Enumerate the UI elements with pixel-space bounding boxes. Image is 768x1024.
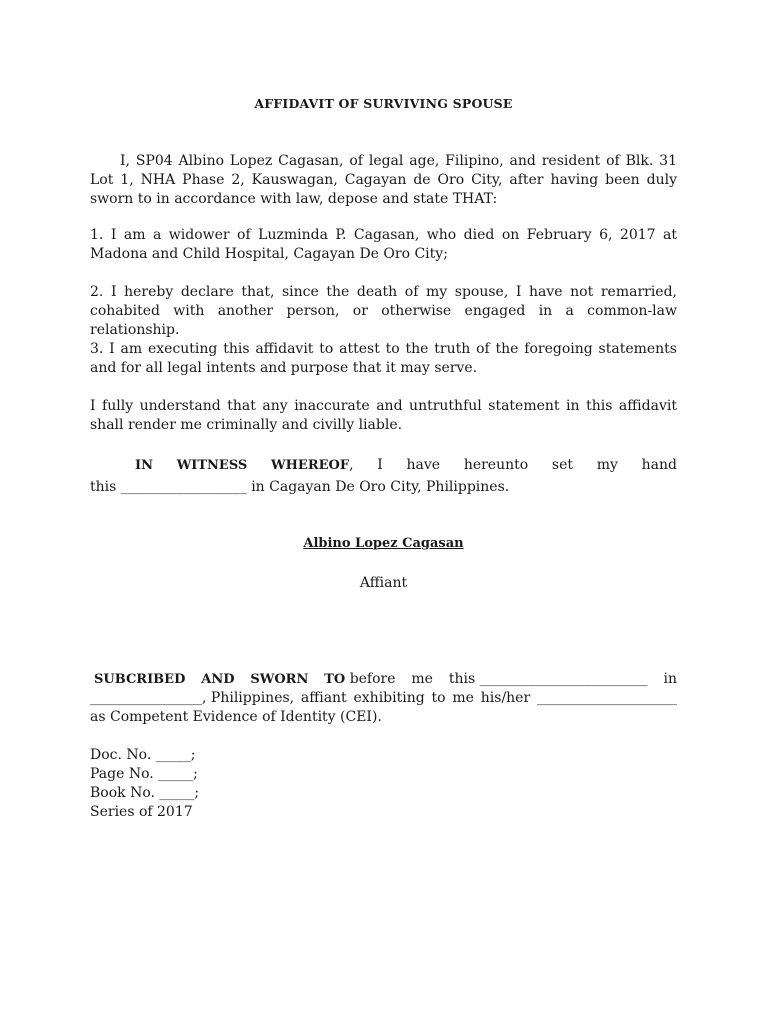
book-number: Book No. _____;	[90, 785, 200, 801]
witness-word-have: have	[406, 457, 441, 473]
jurat-word-subcribed: SUBCRIBED	[94, 672, 186, 687]
jurat-line-2	[90, 689, 677, 708]
affiant-name: Albino Lopez Cagasan	[303, 536, 464, 551]
witness-word-my: my	[596, 457, 618, 473]
jurat-word-his-her: his/her	[480, 690, 531, 706]
jurat-word-before: before	[349, 671, 396, 687]
jurat-id-blank: ____________________	[536, 690, 677, 706]
witness-clause-line-2: this __________________ in Cagayan De Oro City, Philippines.	[90, 479, 510, 495]
witness-clause-line-1	[90, 456, 677, 475]
statement-2: 2. I hereby declare that, since the death of my spouse, I have not remarried, cohabited with another person, or otherwise engaged in a common-law relationship.	[90, 284, 677, 338]
notarial-register	[90, 746, 199, 822]
jurat-word-and: AND	[201, 672, 235, 687]
doc-number: Doc. No. _____;	[90, 747, 196, 763]
witness-word-hereunto: hereunto	[463, 457, 529, 473]
statement-3: 3. I am executing this affidavit to attest to the truth of the foregoing statements and for all legal intents and purpose that it may serve.	[90, 341, 677, 376]
jurat-word-me: me	[411, 671, 433, 687]
liability-statement: I fully understand that any inaccurate and untruthful statement in this affidavit shall render me criminally and civilly liable.	[90, 398, 677, 433]
series-year: Series of 2017	[90, 804, 193, 820]
jurat-word-in: in	[663, 671, 677, 687]
jurat-place-blank: ________________, Philippines,	[90, 690, 295, 706]
statement-1: 1. I am a widower of Luzminda P. Cagasan, who died on February 6, 2017 at Madona and Child Hospital, Cagayan De Oro City;	[90, 227, 677, 262]
witness-comma: ,	[349, 457, 354, 473]
affiant-label: Affiant	[359, 575, 408, 591]
intro-paragraph: I, SP04 Albino Lopez Cagasan, of legal age, Filipino, and resident of Blk. 31 Lot 1, NHA Phase 2, Kauswagan, Cagayan de Oro City, after having been duly sworn to in accordance with law, depose and state THAT:	[90, 153, 677, 207]
witness-word-in: IN	[135, 458, 153, 473]
page-number: Page No. _____;	[90, 766, 198, 782]
witness-word-witness: WITNESS	[176, 458, 248, 473]
jurat-word-affiant: affiant	[300, 690, 347, 706]
document-title: AFFIDAVIT OF SURVIVING SPOUSE	[254, 96, 513, 111]
witness-word-set: set	[551, 457, 574, 473]
jurat-line-3: as Competent Evidence of Identity (CEI).	[90, 709, 382, 725]
jurat-word-to: TO	[324, 672, 346, 687]
jurat-word-exhibiting: exhibiting	[353, 690, 425, 706]
jurat-word-to2: to	[431, 690, 446, 706]
witness-word-hand: hand	[641, 457, 677, 473]
jurat-word-me2: me	[452, 690, 474, 706]
witness-word-i: I	[377, 457, 383, 473]
witness-word-whereof: WHEREOF	[271, 458, 350, 473]
jurat-word-sworn: SWORN	[250, 672, 309, 687]
jurat-date-blank: ________________________	[479, 671, 648, 687]
jurat-word-this: this	[448, 671, 476, 687]
jurat-line-1	[90, 670, 677, 689]
